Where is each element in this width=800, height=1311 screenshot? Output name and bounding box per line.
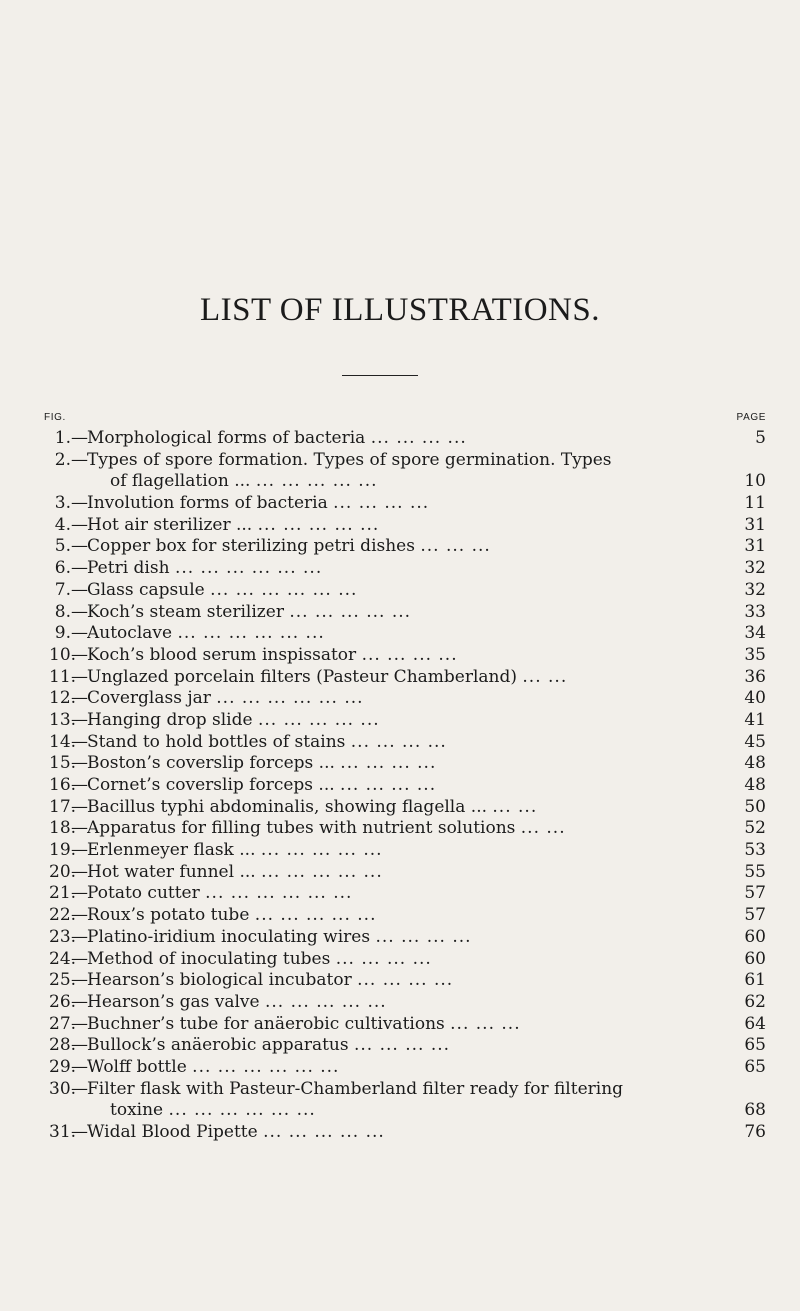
caption-line: Hanging drop slide (87, 709, 253, 730)
list-item (0, 602, 800, 624)
em-dash: — (71, 731, 88, 752)
list-item (0, 623, 800, 645)
list-item (0, 905, 800, 927)
list-item (0, 753, 800, 775)
em-dash: — (71, 1056, 88, 1077)
list-item (0, 1014, 800, 1036)
figure-number: 8. (54, 601, 71, 622)
caption-line: Coverglass jar (87, 688, 211, 709)
page-number: 57 (744, 905, 766, 926)
caption-line: Glass capsule (87, 579, 205, 600)
figure-number: 21. (49, 883, 77, 904)
illustration-list (0, 428, 800, 1144)
caption-line: Apparatus for filling tubes with nutrient solutions (87, 818, 516, 839)
figure-caption (87, 536, 727, 558)
leader-dots: ... ... ... ... ... (257, 709, 380, 730)
caption-line: Platino-iridium inoculating wires (87, 926, 371, 947)
leader-dots: ... ... ... ... (335, 948, 432, 969)
list-item (0, 1035, 800, 1057)
figure-number: 15. (49, 753, 77, 774)
list-item (0, 949, 800, 971)
em-dash: — (71, 601, 88, 622)
leader-dots: ... ... ... ... ... (257, 514, 380, 535)
leader-dots: ... ... (520, 818, 566, 839)
figure-caption (87, 949, 727, 971)
em-dash: — (71, 991, 88, 1012)
leader-dots: ... ... ... ... ... (260, 840, 383, 861)
page-number: 31 (744, 536, 766, 557)
em-dash: — (71, 775, 88, 796)
figure-number: 24. (49, 948, 77, 969)
list-item (0, 818, 800, 840)
em-dash: — (71, 905, 88, 926)
figure-number: 30. (49, 1078, 77, 1099)
figure-caption (87, 667, 727, 689)
page-number: 35 (744, 644, 766, 665)
figure-caption (87, 797, 727, 819)
caption-line: Morphological forms of bacteria (87, 428, 366, 448)
figure-number: 12. (49, 688, 77, 709)
list-item (0, 797, 800, 819)
figure-caption (87, 732, 727, 754)
list-item (0, 1122, 800, 1144)
figure-caption (87, 775, 727, 797)
list-item (0, 515, 800, 537)
figure-caption (87, 688, 727, 710)
leader-dots: ... ... ... ... (370, 428, 467, 448)
leader-dots: ... ... ... ... (340, 775, 437, 796)
figure-caption (87, 970, 727, 992)
figure-caption (87, 1035, 727, 1057)
leader-dots: ... ... ... ... ... ... (216, 688, 364, 709)
caption-line: Autoclave (87, 623, 173, 644)
page-number: 53 (744, 840, 766, 861)
figure-caption (87, 927, 727, 949)
leader-dots: ... ... ... ... (361, 644, 458, 665)
em-dash: — (71, 428, 88, 448)
caption-continuation: toxine (110, 1100, 164, 1121)
page-number: 10 (744, 471, 766, 492)
list-item (0, 970, 800, 992)
list-item (0, 862, 800, 884)
figure-caption (87, 862, 727, 884)
leader-dots: ... ... ... ... ... (289, 601, 412, 622)
figure-caption (87, 450, 727, 493)
leader-dots: ... ... ... ... ... (263, 1122, 385, 1143)
page-title: LIST OF ILLUSTRATIONS. (200, 292, 600, 328)
figure-caption (87, 840, 727, 862)
em-dash: — (71, 579, 88, 600)
list-item (0, 428, 800, 450)
list-item (0, 1079, 800, 1122)
leader-dots: ... ... ... ... ... ... (168, 1100, 316, 1121)
title-rule (342, 375, 418, 376)
caption-line: Potato cutter (87, 883, 200, 904)
caption-line: Copper box for sterilizing petri dishes (87, 536, 415, 557)
em-dash: — (71, 796, 88, 817)
figure-number: 10. (49, 644, 77, 665)
em-dash: — (71, 1122, 88, 1143)
caption-line: Cornet’s coverslip forceps ... (87, 775, 335, 796)
list-item (0, 450, 800, 493)
figure-caption (87, 493, 727, 515)
figure-number: 27. (49, 1013, 77, 1034)
list-item (0, 667, 800, 689)
figure-number: 4. (54, 514, 71, 535)
caption-line: Hearson’s biological incubator (87, 970, 352, 991)
page-number: 40 (744, 688, 766, 709)
leader-dots: ... ... ... ... ... ... (205, 883, 353, 904)
leader-dots: ... ... ... ... (354, 1035, 451, 1056)
figure-number: 22. (49, 905, 77, 926)
caption-line: Erlenmeyer flask ... (87, 840, 256, 861)
page-number: 31 (744, 514, 766, 535)
list-item (0, 536, 800, 558)
page-number: 50 (744, 796, 766, 817)
figure-number: 17. (49, 796, 77, 817)
caption-line: Types of spore formation. Types of spore germination. Types (87, 449, 612, 470)
figure-caption (87, 580, 727, 602)
caption-line: Method of inoculating tubes (87, 948, 331, 969)
leader-dots: ... ... ... ... (340, 753, 437, 774)
figure-number: 20. (49, 861, 77, 882)
page-number: 65 (744, 1035, 766, 1056)
page-number: 45 (744, 731, 766, 752)
figure-number: 25. (49, 970, 77, 991)
em-dash: — (71, 1035, 88, 1056)
page-number: 5 (755, 428, 766, 448)
leader-dots: ... ... ... (450, 1013, 521, 1034)
list-item (0, 1057, 800, 1079)
list-item (0, 732, 800, 754)
figure-number: 6. (54, 558, 71, 579)
leader-dots: ... ... ... ... (350, 731, 447, 752)
em-dash: — (71, 709, 88, 730)
em-dash: — (71, 644, 88, 665)
figure-number: 9. (54, 623, 71, 644)
figure-caption (87, 1079, 727, 1122)
page-number: 57 (744, 883, 766, 904)
caption-line: Koch’s steam sterilizer (87, 601, 284, 622)
figure-caption (87, 1014, 727, 1036)
em-dash: — (71, 449, 88, 470)
figure-number: 13. (49, 709, 77, 730)
leader-dots: ... ... ... ... ... (254, 905, 377, 926)
figure-caption (87, 623, 727, 645)
figure-caption (87, 710, 727, 732)
caption-line: Widal Blood Pipette (87, 1122, 258, 1143)
list-item (0, 710, 800, 732)
caption-line: Roux’s potato tube (87, 905, 250, 926)
figure-caption (87, 753, 727, 775)
leader-dots: ... ... ... (420, 536, 491, 557)
figure-number: 18. (49, 818, 77, 839)
caption-line: Stand to hold bottles of stains (87, 731, 346, 752)
page-number: 55 (744, 861, 766, 882)
figure-caption (87, 992, 727, 1014)
caption-line: Hearson’s gas valve (87, 991, 260, 1012)
page-number: 32 (744, 558, 766, 579)
figure-number: 16. (49, 775, 77, 796)
figure-caption (87, 645, 727, 667)
caption-line: Petri dish (87, 558, 170, 579)
figure-caption (87, 883, 727, 905)
page-number: 48 (744, 775, 766, 796)
caption-line: Koch’s blood serum inspissator (87, 644, 357, 665)
page-number: 61 (744, 970, 766, 991)
caption-line: Boston’s coverslip forceps ... (87, 753, 335, 774)
list-item (0, 688, 800, 710)
figure-number: 1. (54, 428, 71, 448)
page-number: 76 (744, 1122, 766, 1143)
list-item (0, 927, 800, 949)
page-number: 11 (744, 493, 766, 514)
leader-dots: ... ... ... ... ... ... (210, 579, 358, 600)
em-dash: — (71, 753, 88, 774)
em-dash: — (71, 861, 88, 882)
page-number: 32 (744, 579, 766, 600)
em-dash: — (71, 536, 88, 557)
list-item (0, 775, 800, 797)
figure-number: 5. (54, 536, 71, 557)
page-number: 48 (744, 753, 766, 774)
leader-dots: ... ... ... ... ... ... (174, 558, 323, 579)
caption-line: Wolff bottle (87, 1056, 187, 1077)
page-number: 65 (744, 1056, 766, 1077)
figure-caption (87, 905, 727, 927)
figure-number: 29. (49, 1056, 77, 1077)
em-dash: — (71, 948, 88, 969)
figure-number: 2. (54, 449, 71, 470)
page-number: 36 (744, 666, 766, 687)
em-dash: — (71, 493, 88, 514)
em-dash: — (71, 623, 88, 644)
figure-caption (87, 515, 727, 537)
list-item (0, 558, 800, 580)
caption-line: Hot air sterilizer ... (87, 514, 253, 535)
figure-number: 11. (49, 666, 77, 687)
figure-number: 28. (49, 1035, 77, 1056)
leader-dots: ... ... ... ... (375, 926, 472, 947)
figure-number: 31. (49, 1122, 77, 1143)
figure-number: 23. (49, 926, 77, 947)
list-item (0, 840, 800, 862)
leader-dots: ... ... ... ... ... ... (192, 1056, 340, 1077)
caption-line: Bacillus typhi abdominalis, showing flagella ... (87, 796, 487, 817)
em-dash: — (71, 840, 88, 861)
fig-column-header: FIG. (44, 412, 66, 423)
caption-line: Buchner’s tube for anäerobic cultivations (87, 1013, 445, 1034)
page-number: 41 (744, 709, 766, 730)
page-number: 33 (744, 601, 766, 622)
list-item (0, 992, 800, 1014)
page-number: 68 (744, 1100, 766, 1121)
caption-line: Involution forms of bacteria (87, 493, 328, 514)
leader-dots: ... ... (522, 666, 568, 687)
list-item (0, 645, 800, 667)
em-dash: — (71, 818, 88, 839)
em-dash: — (71, 1013, 88, 1034)
list-item (0, 883, 800, 905)
list-item (0, 580, 800, 602)
figure-caption (87, 1057, 727, 1079)
em-dash: — (71, 1078, 88, 1099)
figure-caption (87, 1122, 727, 1144)
leader-dots: ... ... (492, 796, 538, 817)
page-number: 52 (744, 818, 766, 839)
caption-line: Bullock’s anäerobic apparatus (87, 1035, 349, 1056)
page-number: 62 (744, 991, 766, 1012)
page-number: 34 (744, 623, 766, 644)
em-dash: — (71, 688, 88, 709)
figure-number: 7. (54, 579, 71, 600)
em-dash: — (71, 558, 88, 579)
leader-dots: ... ... ... ... ... (261, 861, 383, 882)
figure-number: 19. (49, 840, 77, 861)
leader-dots: ... ... ... ... (333, 493, 430, 514)
em-dash: — (71, 514, 88, 535)
figure-number: 3. (54, 493, 71, 514)
caption-line: Unglazed porcelain filters (Pasteur Chamberland) (87, 666, 517, 687)
leader-dots: ... ... ... ... (357, 970, 454, 991)
figure-caption (87, 428, 727, 450)
figure-caption (87, 818, 727, 840)
figure-number: 26. (49, 991, 77, 1012)
page-number: 60 (744, 926, 766, 947)
leader-dots: ... ... ... ... ... (255, 471, 378, 492)
leader-dots: ... ... ... ... ... (264, 991, 387, 1012)
page-number: 60 (744, 948, 766, 969)
figure-number: 14. (49, 731, 77, 752)
caption-line: Filter flask with Pasteur-Chamberland filter ready for filtering (87, 1078, 624, 1099)
figure-caption (87, 602, 727, 624)
figure-caption (87, 558, 727, 580)
caption-continuation: of flagellation ... (110, 471, 251, 492)
em-dash: — (71, 883, 88, 904)
page-number: 64 (744, 1013, 766, 1034)
page-column-header: PAGE (736, 412, 766, 423)
caption-line: Hot water funnel ... (87, 861, 256, 882)
leader-dots: ... ... ... ... ... ... (177, 623, 325, 644)
em-dash: — (71, 666, 88, 687)
em-dash: — (71, 926, 88, 947)
em-dash: — (71, 970, 88, 991)
list-item (0, 493, 800, 515)
